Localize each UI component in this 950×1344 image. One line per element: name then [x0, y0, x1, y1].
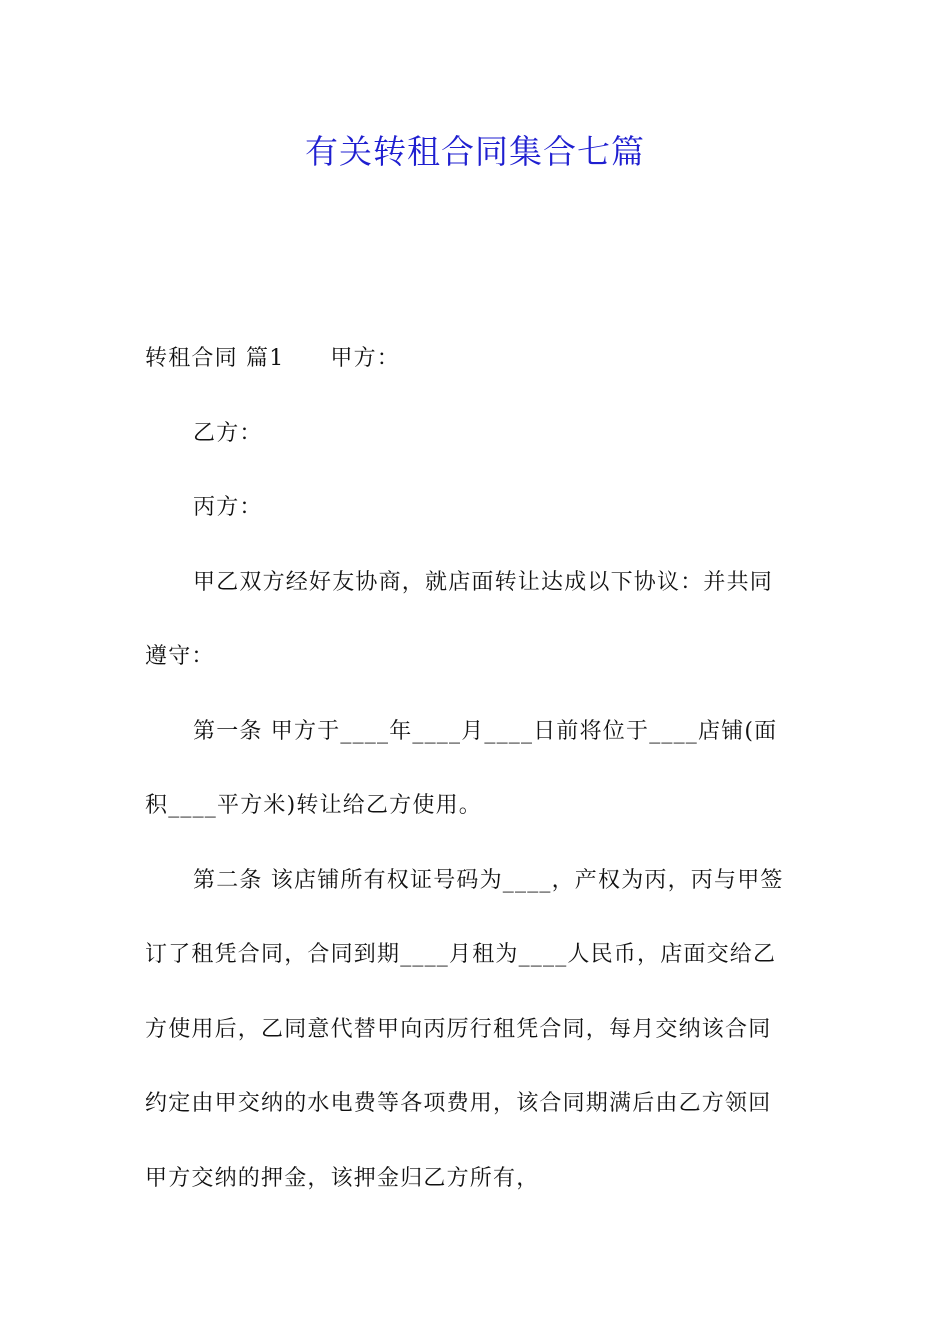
body-paragraph-line: 甲乙双方经好友协商，就店面转让达成以下协议：并共同	[193, 569, 774, 595]
document-title: 有关转租合同集合七篇	[305, 132, 645, 171]
article-two-line: 第二条 该店铺所有权证号码为____，产权为丙，丙与甲签	[193, 867, 784, 893]
body-line-section	[145, 335, 810, 410]
article-one-line: 第一条 甲方于____年____月____日前将位于____店铺(面	[193, 718, 778, 744]
party-a-label: 甲方：	[330, 346, 400, 371]
article-two-line: 约定由甲交纳的水电费等各项费用，该合同期满后由乙方领回	[145, 1091, 772, 1116]
article-one-line: 积____平方米)转让给乙方使用。	[145, 793, 482, 818]
document-body	[145, 335, 810, 1229]
article-two-line: 方使用后，乙同意代替甲向丙厉行租凭合同，每月交纳该合同	[145, 1016, 772, 1042]
article-two-line: 甲方交纳的押金，该押金归乙方所有，	[145, 1165, 540, 1191]
body-paragraph-line: 遵守：	[145, 644, 215, 669]
article-two-line: 订了租凭合同，合同到期____月租为____人民币，店面交给乙	[145, 942, 777, 967]
section-label: 转租合同 篇1	[145, 346, 285, 371]
party-c-label: 丙方：	[193, 495, 263, 520]
party-b-label: 乙方：	[193, 420, 263, 446]
